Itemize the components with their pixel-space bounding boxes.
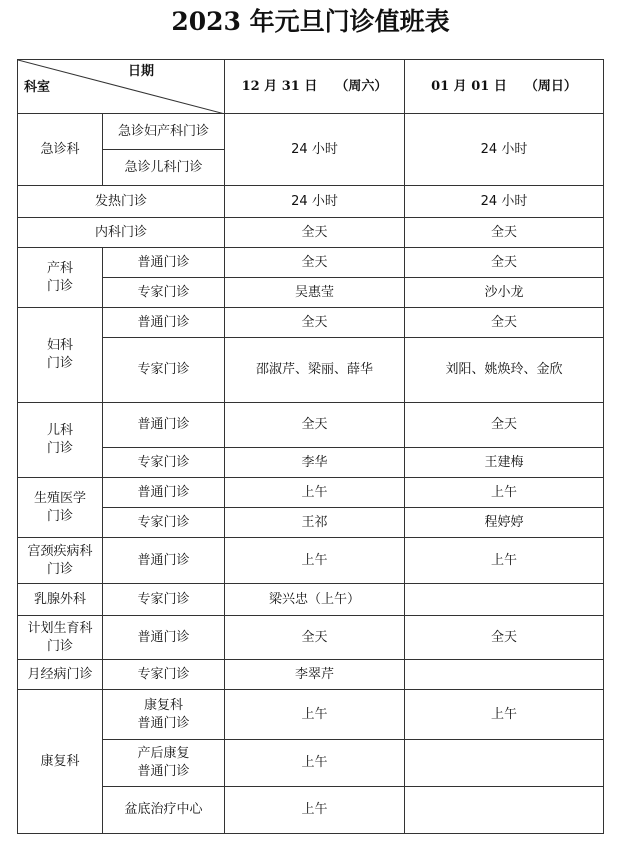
dept-rehab: 康复科 xyxy=(18,690,103,834)
schedule-cell: 上午 xyxy=(225,787,405,834)
table-row xyxy=(18,114,604,150)
header-row xyxy=(18,60,604,114)
schedule-cell: 24 小时 xyxy=(225,186,405,218)
dept-fever: 发热门诊 xyxy=(18,186,225,218)
table-row xyxy=(18,478,604,508)
sub-dept: 专家门诊 xyxy=(103,448,225,478)
schedule-cell: 梁兴忠（上午） xyxy=(225,584,405,616)
sub-dept-line: 普通门诊 xyxy=(137,715,190,731)
dept-emergency: 急诊科 xyxy=(18,114,103,186)
table-row xyxy=(18,448,604,478)
schedule-cell: 全天 xyxy=(405,248,604,278)
sub-dept: 普通门诊 xyxy=(103,248,225,278)
schedule-cell xyxy=(405,584,604,616)
sub-dept-line: 产后康复 xyxy=(137,746,190,761)
table-row xyxy=(18,403,604,448)
sub-dept: 专家门诊 xyxy=(103,508,225,538)
schedule-sheet xyxy=(17,59,604,834)
schedule-cell: 全天 xyxy=(225,218,405,248)
schedule-cell: 上午 xyxy=(225,538,405,584)
dept-line: 计划生育科 xyxy=(27,620,93,636)
schedule-cell: 全天 xyxy=(225,308,405,338)
dept-internal: 内科门诊 xyxy=(18,218,225,248)
sub-dept: 急诊儿科门诊 xyxy=(103,150,225,186)
table-row xyxy=(18,787,604,834)
dept-obstetrics xyxy=(18,248,103,308)
sub-dept-line: 普通门诊 xyxy=(137,764,190,779)
schedule-cell: 王建梅 xyxy=(405,448,604,478)
table-row xyxy=(18,740,604,787)
dept-family-planning xyxy=(18,616,103,660)
schedule-cell xyxy=(405,787,604,834)
schedule-cell xyxy=(405,740,604,787)
schedule-cell: 全天 xyxy=(405,616,604,660)
dept-pediatrics xyxy=(18,403,103,478)
schedule-cell: 上午 xyxy=(405,690,604,740)
table-row xyxy=(18,538,604,584)
dept-gynecology xyxy=(18,308,103,403)
diagonal-header-cell xyxy=(18,60,225,114)
schedule-cell xyxy=(405,660,604,690)
table-row xyxy=(18,186,604,218)
schedule-cell: 上午 xyxy=(225,478,405,508)
schedule-cell: 全天 xyxy=(225,248,405,278)
schedule-cell: 全天 xyxy=(225,403,405,448)
schedule-cell: 上午 xyxy=(225,690,405,740)
dept-line: 生殖医学 xyxy=(33,490,86,506)
dept-reproductive xyxy=(18,478,103,538)
dept-line: 儿科 xyxy=(46,423,73,438)
dept-line: 产科 xyxy=(46,260,73,276)
schedule-cell: 王祁 xyxy=(225,508,405,538)
schedule-cell: 刘阳、姚焕玲、金欣 xyxy=(405,338,604,403)
dept-menstrual: 月经病门诊 xyxy=(18,660,103,690)
table-row xyxy=(18,508,604,538)
sub-dept: 盆底治疗中心 xyxy=(103,787,225,834)
table-row xyxy=(18,338,604,403)
dept-breast: 乳腺外科 xyxy=(18,584,103,616)
schedule-cell: 吴惠莹 xyxy=(225,278,405,308)
dept-label: 科室 xyxy=(24,80,51,95)
dept-line: 宫颈疾病科 xyxy=(27,543,93,559)
date-label: 日期 xyxy=(127,64,154,79)
dept-cervical xyxy=(18,538,103,584)
dept-line: 门诊 xyxy=(46,441,73,456)
table-row xyxy=(18,584,604,616)
sub-dept: 普通门诊 xyxy=(103,616,225,660)
sub-dept xyxy=(103,740,225,787)
table-row xyxy=(18,308,604,338)
sub-dept-line: 康复科 xyxy=(143,697,183,713)
schedule-cell: 24 小时 xyxy=(405,186,604,218)
schedule-cell: 上午 xyxy=(405,478,604,508)
table-row xyxy=(18,690,604,740)
schedule-cell: 李华 xyxy=(225,448,405,478)
dept-line: 门诊 xyxy=(46,356,73,371)
schedule-cell: 全天 xyxy=(405,403,604,448)
table-row xyxy=(18,616,604,660)
dept-line: 门诊 xyxy=(46,278,73,294)
sub-dept: 专家门诊 xyxy=(103,278,225,308)
schedule-table xyxy=(17,59,604,834)
sub-dept: 普通门诊 xyxy=(103,538,225,584)
sub-dept: 急诊妇产科门诊 xyxy=(103,114,225,150)
schedule-cell: 全天 xyxy=(405,218,604,248)
sub-dept: 普通门诊 xyxy=(103,478,225,508)
schedule-cell: 上午 xyxy=(225,740,405,787)
day1-header: 12 月 31 日 （周六） xyxy=(225,60,405,114)
schedule-cell: 沙小龙 xyxy=(405,278,604,308)
table-row xyxy=(18,660,604,690)
dept-line: 门诊 xyxy=(46,508,73,524)
sub-dept: 普通门诊 xyxy=(103,403,225,448)
schedule-cell: 程婷婷 xyxy=(405,508,604,538)
sub-dept: 专家门诊 xyxy=(103,660,225,690)
dept-line: 门诊 xyxy=(46,561,73,577)
dept-line: 门诊 xyxy=(46,638,73,654)
schedule-cell: 上午 xyxy=(405,538,604,584)
schedule-cell: 24 小时 xyxy=(225,114,405,186)
sub-dept xyxy=(103,690,225,740)
schedule-cell: 全天 xyxy=(405,308,604,338)
table-row xyxy=(18,278,604,308)
day2-header: 01 月 01 日 （周日） xyxy=(405,60,604,114)
schedule-cell: 全天 xyxy=(225,616,405,660)
schedule-cell: 李翠芹 xyxy=(225,660,405,690)
schedule-cell: 邵淑芹、梁丽、薛华 xyxy=(225,338,405,403)
sub-dept: 专家门诊 xyxy=(103,338,225,403)
page-title: 2023 年元旦门诊值班表 xyxy=(171,7,450,36)
sub-dept: 专家门诊 xyxy=(103,584,225,616)
table-row xyxy=(18,248,604,278)
table-row xyxy=(18,218,604,248)
schedule-cell: 24 小时 xyxy=(405,114,604,186)
dept-line: 妇科 xyxy=(46,338,73,353)
sub-dept: 普通门诊 xyxy=(103,308,225,338)
